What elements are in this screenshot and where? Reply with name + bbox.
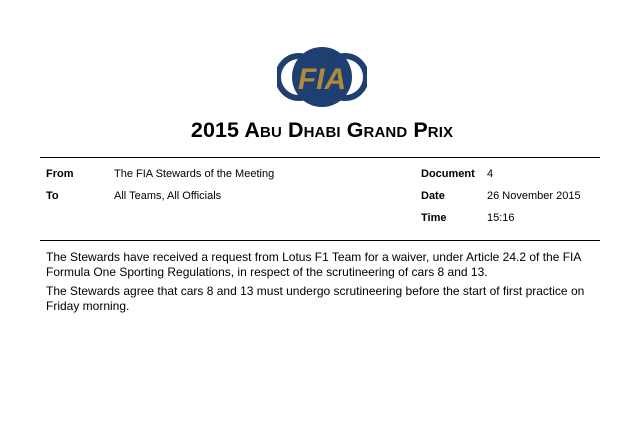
date-label: Date [421,190,445,202]
fia-emblem-icon [277,41,367,113]
to-label: To [46,190,59,202]
document-label: Document [421,168,475,180]
from-value: The FIA Stewards of the Meeting [114,168,275,180]
fia-logo [277,41,367,113]
header-divider-top [40,157,600,158]
document-value: 4 [487,168,494,180]
logo-lettering: FIA [297,63,347,96]
decision-paragraph-1: The Stewards have received a request from Lotus F1 Team for a waiver, under Article 24.2 of the FIA Formula One Sporting Regulations, in respect of the scrutineering of cars 8 and 13. [46,250,581,279]
header-divider-bottom [40,240,600,241]
decision-paragraph-2: The Stewards agree that cars 8 and 13 must undergo scrutineering before the start of first practice on Friday morning. [46,284,585,313]
from-label: From [46,168,74,180]
page-title: 2015 Abu Dhabi Grand Prix [190,118,454,142]
time-label: Time [421,212,447,224]
date-value: 26 November 2015 [487,190,581,202]
to-value: All Teams, All Officials [114,190,222,202]
time-value: 15:16 [487,212,515,224]
